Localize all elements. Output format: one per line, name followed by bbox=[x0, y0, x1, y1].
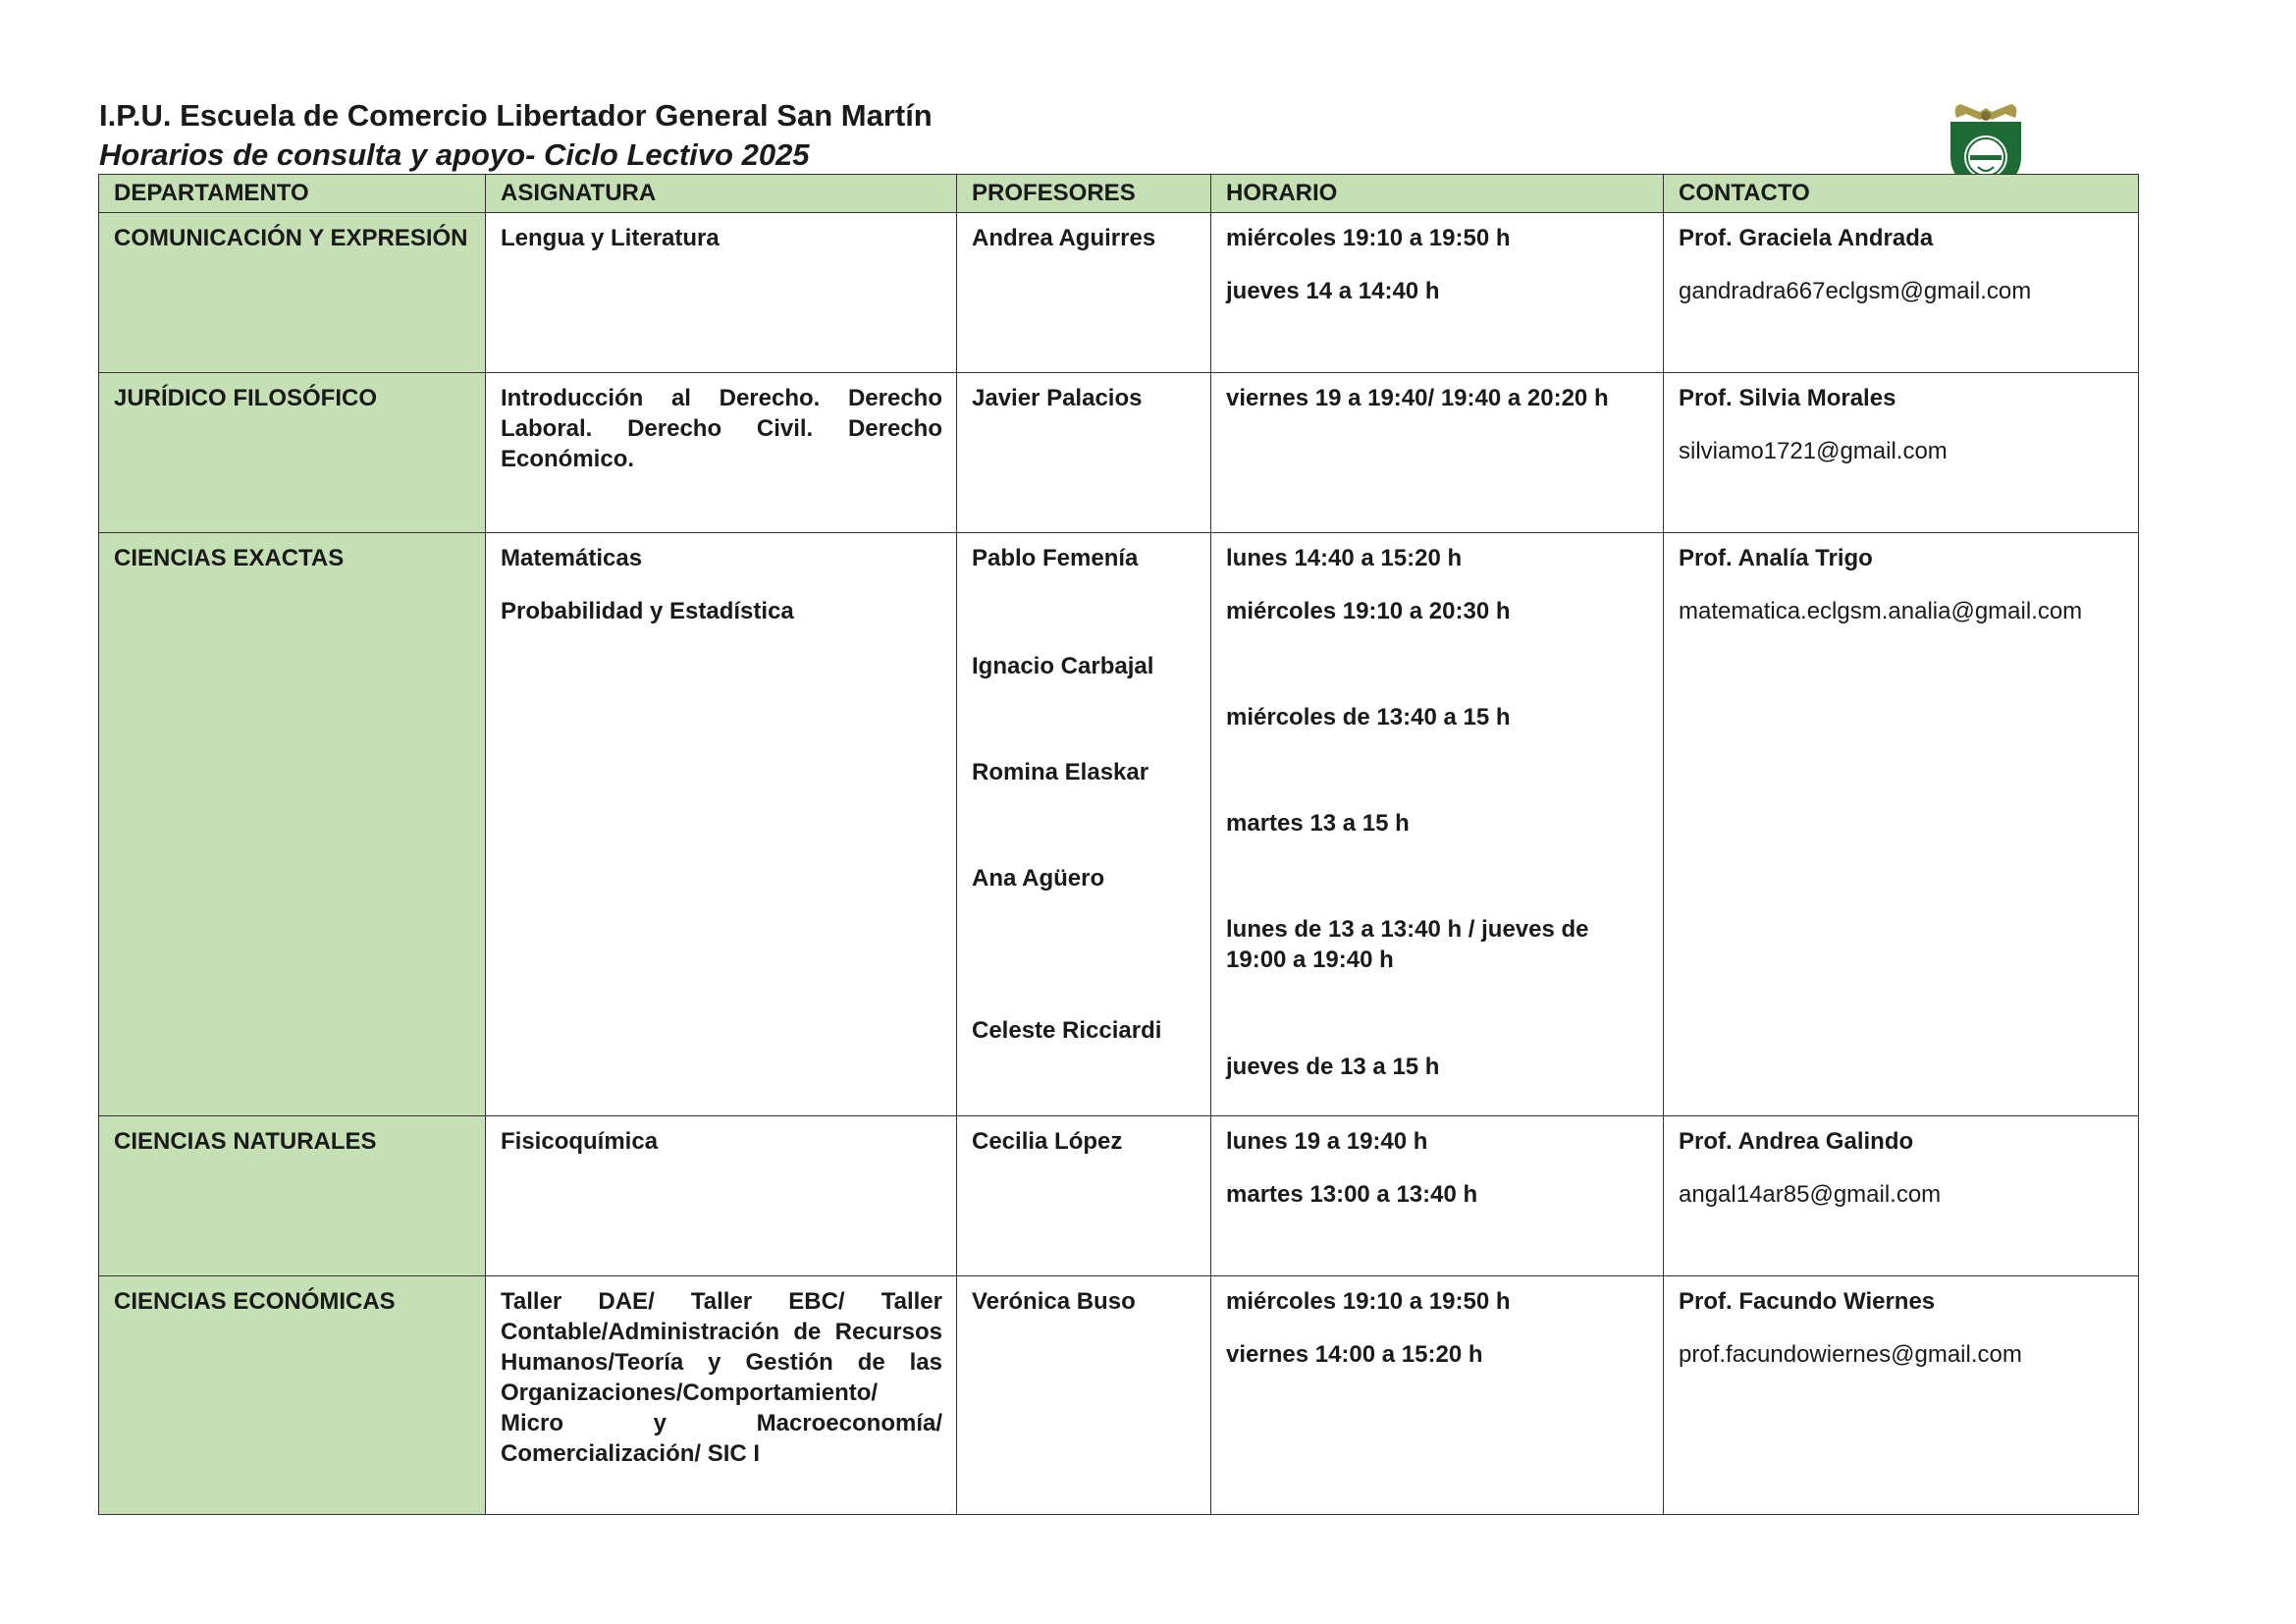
column-header-profesores: PROFESORES bbox=[957, 175, 1211, 213]
subject-cell bbox=[486, 1276, 957, 1515]
schedule-slot: viernes 14:00 a 15:20 h bbox=[1226, 1341, 1483, 1368]
table-row bbox=[99, 373, 2139, 533]
professor-name: Romina Elaskar bbox=[972, 759, 1149, 785]
document-subtitle: Horarios de consulta y apoyo- Ciclo Lectivo 2025 bbox=[99, 137, 810, 172]
professor-cell bbox=[957, 373, 1211, 533]
schedule-cell bbox=[1211, 213, 1664, 373]
column-header-horario: HORARIO bbox=[1211, 175, 1664, 213]
schedule-slot: miércoles 19:10 a 19:50 h bbox=[1226, 225, 1511, 251]
contact-cell bbox=[1664, 373, 2139, 533]
subject: Introducción al Derecho. Derecho Laboral. Derecho Civil. Derecho Económico. bbox=[501, 385, 942, 472]
schedule-slot: lunes 19 a 19:40 h bbox=[1226, 1128, 1428, 1155]
department-cell: JURÍDICO FILOSÓFICO bbox=[99, 373, 486, 533]
contact-cell bbox=[1664, 1276, 2139, 1515]
professor-cell bbox=[957, 1276, 1211, 1515]
table-row bbox=[99, 533, 2139, 1116]
contact-cell bbox=[1664, 1116, 2139, 1276]
schedule-cell bbox=[1211, 373, 1664, 533]
professor-name: Ignacio Carbajal bbox=[972, 653, 1154, 679]
schedule-slot: martes 13 a 15 h bbox=[1226, 810, 1410, 837]
professor-cell bbox=[957, 213, 1211, 373]
document-title: I.P.U. Escuela de Comercio Libertador General San Martín bbox=[99, 98, 933, 133]
contact-cell bbox=[1664, 533, 2139, 1116]
subject-cell bbox=[486, 213, 957, 373]
schedule-slot: miércoles de 13:40 a 15 h bbox=[1226, 704, 1511, 731]
department-cell: CIENCIAS NATURALES bbox=[99, 1116, 486, 1276]
contact-cell bbox=[1664, 213, 2139, 373]
professor-name: Ana Agüero bbox=[972, 865, 1105, 892]
subject: Matemáticas bbox=[501, 545, 643, 571]
contact-email: matematica.eclgsm.analia@gmail.com bbox=[1679, 598, 2083, 624]
schedule-slot: miércoles 19:10 a 19:50 h bbox=[1226, 1288, 1511, 1315]
professor-name: Verónica Buso bbox=[972, 1288, 1136, 1315]
subject: Probabilidad y Estadística bbox=[501, 598, 794, 624]
schedule-slot: jueves de 13 a 15 h bbox=[1226, 1054, 1440, 1080]
professor-name: Celeste Ricciardi bbox=[972, 1017, 1162, 1044]
professor-cell bbox=[957, 1116, 1211, 1276]
subject-cell bbox=[486, 533, 957, 1116]
schedule-cell bbox=[1211, 1276, 1664, 1515]
subject-cell bbox=[486, 1116, 957, 1276]
department-cell: COMUNICACIÓN Y EXPRESIÓN bbox=[99, 213, 486, 373]
contact-name: Prof. Facundo Wiernes bbox=[1679, 1288, 1936, 1315]
contact-name: Prof. Analía Trigo bbox=[1679, 545, 1873, 571]
contact-name: Prof. Silvia Morales bbox=[1679, 385, 1896, 411]
contact-name: Prof. Andrea Galindo bbox=[1679, 1128, 1914, 1155]
contact-email: gandradra667eclgsm@gmail.com bbox=[1679, 278, 2032, 304]
column-header-asignatura: ASIGNATURA bbox=[486, 175, 957, 213]
schedule-slot: lunes 14:40 a 15:20 h bbox=[1226, 545, 1463, 571]
schedule-cell bbox=[1211, 1116, 1664, 1276]
professor-cell bbox=[957, 533, 1211, 1116]
professor-name: Andrea Aguirres bbox=[972, 225, 1156, 251]
subject: Taller DAE/ Taller EBC/ Taller Contable/Administración de Recursos Humanos/Teoría y Gestión de las Organizaciones/Comportamiento/ Micro y Macroeconomía/ Comercialización/ SIC I bbox=[501, 1288, 942, 1467]
schedule-slot: jueves 14 a 14:40 h bbox=[1226, 278, 1440, 304]
schedule-cell bbox=[1211, 533, 1664, 1116]
contact-name: Prof. Graciela Andrada bbox=[1679, 225, 1934, 251]
department-cell: CIENCIAS EXACTAS bbox=[99, 533, 486, 1116]
table-row bbox=[99, 213, 2139, 373]
contact-email: angal14ar85@gmail.com bbox=[1679, 1181, 1942, 1208]
table-row bbox=[99, 1276, 2139, 1515]
contact-email: prof.facundowiernes@gmail.com bbox=[1679, 1341, 2022, 1368]
table-row bbox=[99, 1116, 2139, 1276]
subject-cell bbox=[486, 373, 957, 533]
schedule-table bbox=[98, 174, 2139, 1515]
column-header-departamento: DEPARTAMENTO bbox=[99, 175, 486, 213]
subject: Fisicoquímica bbox=[501, 1128, 659, 1155]
professor-name: Pablo Femenía bbox=[972, 545, 1139, 571]
contact-email: silviamo1721@gmail.com bbox=[1679, 438, 1948, 464]
schedule-slot: miércoles 19:10 a 20:30 h bbox=[1226, 598, 1511, 624]
schedule-slot: martes 13:00 a 13:40 h bbox=[1226, 1181, 1478, 1208]
schedule-slot: viernes 19 a 19:40/ 19:40 a 20:20 h bbox=[1226, 385, 1609, 411]
column-header-contacto: CONTACTO bbox=[1664, 175, 2139, 213]
professor-name: Cecilia López bbox=[972, 1128, 1123, 1155]
schedule-slot: lunes de 13 a 13:40 h / jueves de 19:00 a 19:40 h bbox=[1226, 916, 1589, 973]
professor-name: Javier Palacios bbox=[972, 385, 1143, 411]
department-cell: CIENCIAS ECONÓMICAS bbox=[99, 1276, 486, 1515]
subject: Lengua y Literatura bbox=[501, 225, 720, 251]
table-header-row bbox=[99, 175, 2139, 213]
